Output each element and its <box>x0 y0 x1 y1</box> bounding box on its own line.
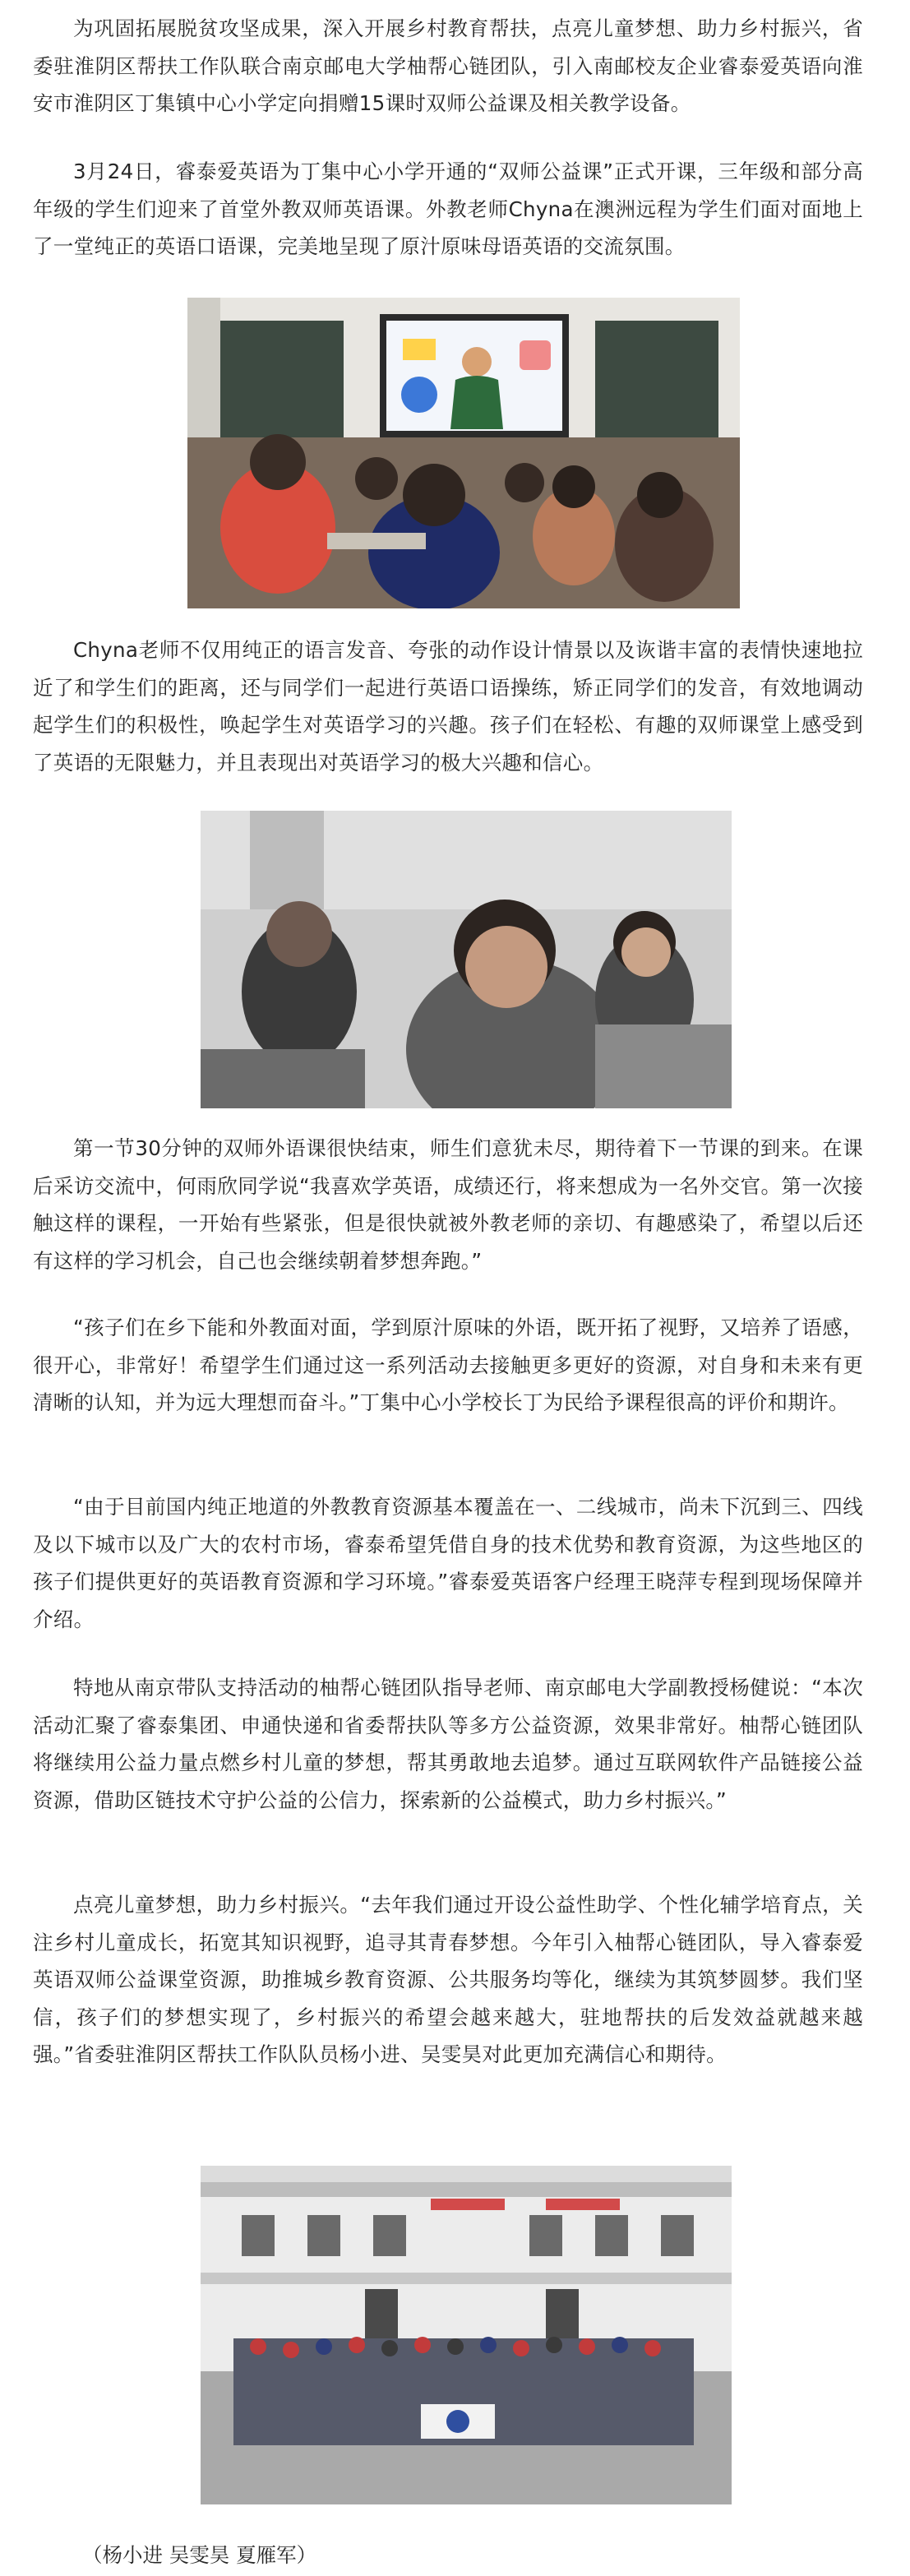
paragraph-1: 为巩固拓展脱贫攻坚成果，深入开展乡村教育帮扶，点亮儿童梦想、助力乡村振兴，省委驻淮阴区帮扶工作队联合南京邮电大学柚帮心链团队，引入南邮校友企业睿泰爱英语向淮安市淮阴区丁集镇中心小学定向捐赠15课时双师公益课及相关教学设备。 <box>33 16 863 115</box>
paragraph-3: Chyna老师不仅用纯正的语言发音、夸张的动作设计情景以及诙谐丰富的表情快速地拉近了和学生们的距离，还与同学们一起进行英语口语操练，矫正同学们的发音，有效地调动起学生们的积极性，唤起学生对英语学习的兴趣。孩子们在轻松、有趣的双师课堂上感受到了英语的无限魅力，并且表现出对英语学习的极大兴趣和信心。 <box>33 638 863 775</box>
group-photo <box>201 2166 732 2504</box>
classroom-screen-photo <box>187 298 740 608</box>
paragraph-4: 第一节30分钟的双师外语课很快结束，师生们意犹未尽，期待着下一节课的到来。在课后采访交流中，何雨欣同学说“我喜欢学英语，成绩还行，将来想成为一名外交官。第一次接触这样的课程，一开始有些紧张，但是很快就被外教老师的亲切、有趣感染了，希望以后还有这样的学习机会，自己也会继续朝着梦想奔跑。” <box>33 1136 863 1273</box>
paragraph-8: 点亮儿童梦想，助力乡村振兴。“去年我们通过开设公益性助学、个性化辅学培育点，关注乡村儿童成长，拓宽其知识视野，追寻其青春梦想。今年引入柚帮心链团队，导入睿泰爱英语双师公益课堂资源，助推城乡教育资源、公共服务均等化，继续为其筑梦圆梦。我们坚信，孩子们的梦想实现了，乡村振兴的希望会越来越大，驻地帮扶的后发效益就越来越强。”省委驻淮阴区帮扶工作队队员杨小进、吴雯昊对此更加充满信心和期待。 <box>33 1893 863 2066</box>
students-closeup-photo <box>201 811 732 1108</box>
paragraph-5: “孩子们在乡下能和外教面对面，学到原汁原味的外语，既开拓了视野，又培养了语感，很开心，非常好！希望学生们通过这一系列活动去接触更多更好的资源，对自身和未来有更清晰的认知，并为远大理想而奋斗。”丁集中心小学校长丁为民给予课程很高的评价和期许。 <box>33 1316 863 1414</box>
paragraph-2: 3月24日，睿泰爱英语为丁集中心小学开通的“双师公益课”正式开课，三年级和部分高年级的学生们迎来了首堂外教双师英语课。外教老师Chyna在澳洲远程为学生们面对面地上了一堂纯正的英语口语课，完美地呈现了原汁原味母语英语的交流氛围。 <box>33 160 863 258</box>
paragraph-6: “由于目前国内纯正地道的外教教育资源基本覆盖在一、二线城市，尚未下沉到三、四线及以下城市以及广大的农村市场，睿泰希望凭借自身的技术优势和教育资源，为这些地区的孩子们提供更好的英语教育资源和学习环境。”睿泰爱英语客户经理王晓萍专程到现场保障并介绍。 <box>33 1495 863 1631</box>
photo-credit-caption: （杨小进 吴雯昊 夏雁军） <box>82 2543 317 2567</box>
paragraph-7: 特地从南京带队支持活动的柚帮心链团队指导老师、南京邮电大学副教授杨健说：“本次活动汇聚了睿泰集团、申通快递和省委帮扶队等多方公益资源，效果非常好。柚帮心链团队将继续用公益力量点燃乡村儿童的梦想，帮其勇敢地去追梦。通过互联网软件产品链接公益资源，借助区链技术守护公益的公信力，探索新的公益模式，助力乡村振兴。” <box>33 1676 863 1812</box>
